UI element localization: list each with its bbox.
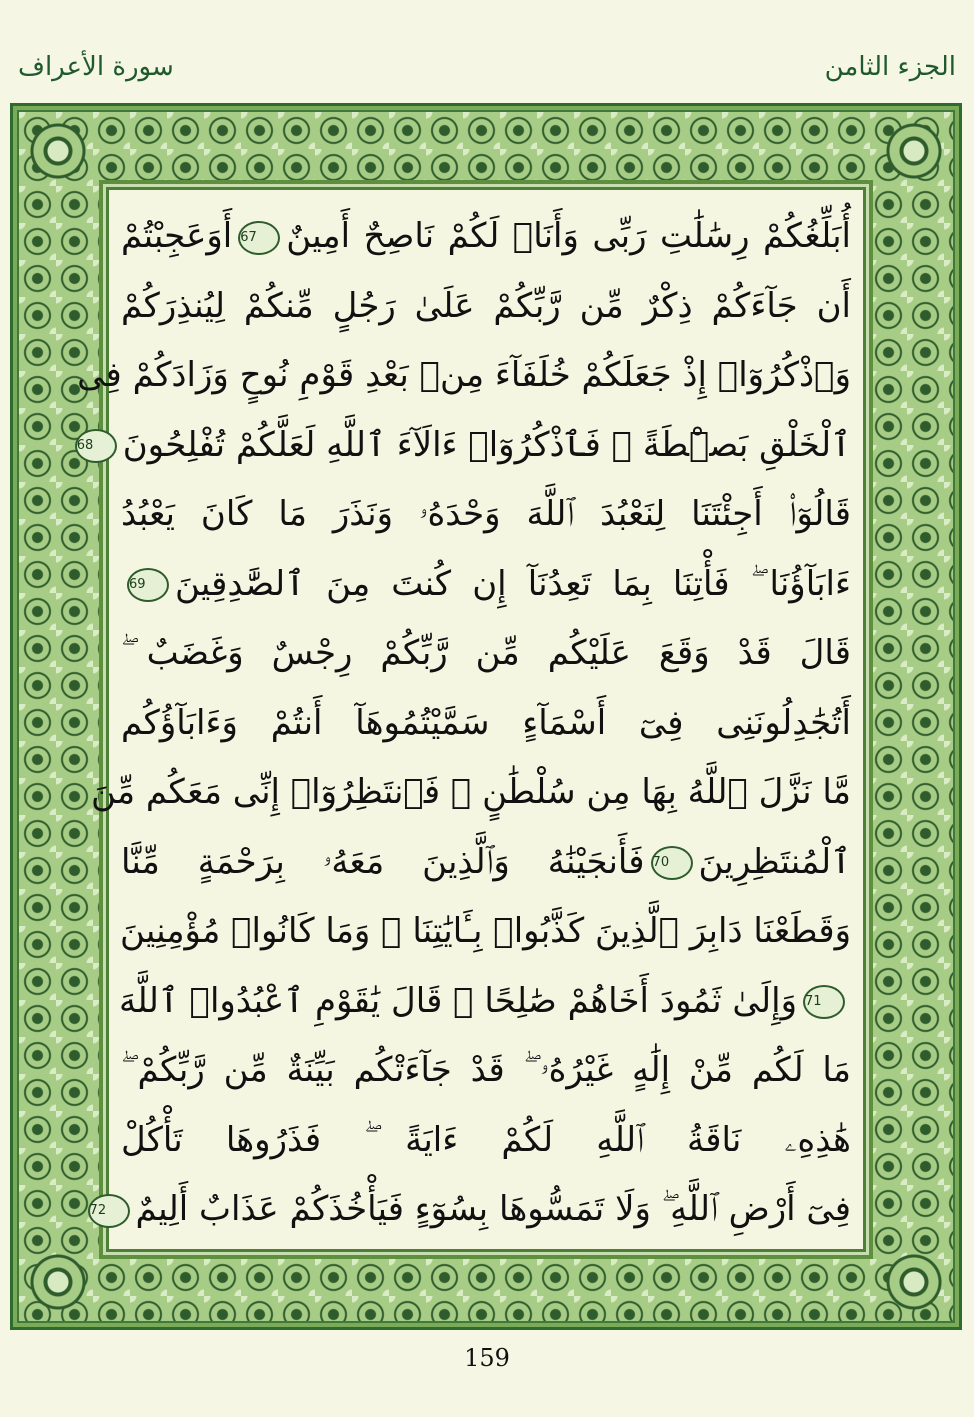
juz-title: الجزء الثامن xyxy=(824,52,956,82)
corner-ornament-icon xyxy=(21,1245,95,1319)
verse-line xyxy=(121,484,851,544)
verse-line xyxy=(121,276,851,336)
verse-line xyxy=(121,693,851,753)
page-number: 159 xyxy=(464,1344,510,1372)
verse-text: قَالَ قَدْ وَقَعَ عَلَيْكُم مِّن رَّبِّكُمْ رِجْسٌ وَغَضَبٌ ۖ xyxy=(121,633,851,673)
verse-line xyxy=(121,1040,851,1100)
verse-line xyxy=(121,901,851,961)
ornamental-frame xyxy=(10,103,962,1330)
verse-text: فِىٓ أَرْضِ ٱللَّهِ ۖ وَلَا تَمَسُّوهَا بِسُوٓءٍ فَيَأْخُذَكُمْ عَذَابٌ أَلِيمٌ xyxy=(135,1189,851,1229)
verse-text: وَإِلَىٰ ثَمُودَ أَخَاهُمْ صَٰلِحًا ۗ قَالَ يَٰقَوْمِ ٱعْبُدُوا۟ ٱللَّهَ xyxy=(118,980,797,1021)
verse-text: مَا لَكُم مِّنْ إِلَٰهٍ غَيْرُهُۥ ۖ قَدْ جَآءَتْكُم بَيِّنَةٌ مِّن رَّبِّكُمْ ۖ xyxy=(121,1050,851,1090)
verse-text: أُبَلِّغُكُمْ رِسَٰلَٰتِ رَبِّى وَأَنَا۠ لَكُمْ نَاصِحٌ أَمِينٌ xyxy=(286,216,851,256)
corner-ornament-icon xyxy=(21,114,95,188)
verse-text: ٱلْمُنتَظِرِينَ xyxy=(698,841,851,882)
verse-line xyxy=(121,554,851,614)
corner-ornament-icon xyxy=(877,114,951,188)
verse-line xyxy=(89,1179,851,1239)
corner-ornament-icon xyxy=(877,1245,951,1319)
text-panel xyxy=(76,180,873,1259)
verse-text: ءَابَآؤُنَا ۖ فَأْتِنَا بِمَا تَعِدُنَآ إِن كُنتَ مِنَ ٱلصَّٰدِقِينَ xyxy=(175,563,851,604)
verse-text: أَتُجَٰدِلُونَنِى فِىٓ أَسْمَآءٍ سَمَّيْتُمُوهَآ أَنتُمْ وَءَابَآؤُكُم xyxy=(121,702,851,743)
ayah-number-marker: 68 xyxy=(75,429,117,463)
surah-title: سورة الأعراف xyxy=(18,52,174,82)
verse-text: قَالُوٓا۟ أَجِئْتَنَا لِنَعْبُدَ ٱللَّهَ وَحْدَهُۥ وَنَذَرَ مَا كَانَ يَعْبُدُ xyxy=(121,494,851,534)
verse-line xyxy=(77,345,851,405)
verse-line xyxy=(121,623,851,683)
verse-line xyxy=(121,832,851,892)
verse-text: وَقَطَعْنَا دَابِرَ ٱلَّذِينَ كَذَّبُوا۟ بِـَٔايَٰتِنَا ۖ وَمَا كَانُوا۟ مُؤْمِنِينَ xyxy=(119,911,851,951)
ayah-number-marker: 71 xyxy=(803,985,845,1019)
ayah-number-marker: 70 xyxy=(651,846,693,880)
verse-line xyxy=(118,971,851,1031)
ayah-number-marker: 72 xyxy=(88,1194,130,1228)
verse-line xyxy=(91,762,851,822)
verse-lines xyxy=(76,206,851,1239)
verse-text: وَٱذْكُرُوٓا۟ إِذْ جَعَلَكُمْ خُلَفَآءَ مِنۢ بَعْدِ قَوْمِ نُوحٍ وَزَادَكُمْ فِى xyxy=(77,355,851,395)
ayah-number-marker: 67 xyxy=(238,221,280,255)
verse-text: هَٰذِهِۦ نَاقَةُ ٱللَّهِ لَكُمْ ءَايَةً ۖ فَذَرُوهَا تَأْكُلْ xyxy=(121,1119,851,1160)
verse-text: فَأَنجَيْنَٰهُ وَٱلَّذِينَ مَعَهُۥ بِرَحْمَةٍ مِّنَّا xyxy=(121,841,645,882)
verse-line xyxy=(121,1110,851,1170)
verse-line xyxy=(76,415,851,475)
verse-text: أَن جَآءَكُمْ ذِكْرٌ مِّن رَّبِّكُمْ عَلَىٰ رَجُلٍ مِّنكُمْ لِيُنذِرَكُمْ xyxy=(121,285,851,326)
verse-text: مَّا نَزَّلَ ٱللَّهُ بِهَا مِن سُلْطَٰنٍ ۚ فَٱنتَظِرُوٓا۟ إِنِّى مَعَكُم مِّنَ xyxy=(91,772,851,812)
verse-text: ٱلْخَلْقِ بَصْۜطَةً ۖ فَٱذْكُرُوٓا۟ ءَالَآءَ ٱللَّهِ لَعَلَّكُمْ تُفْلِحُونَ xyxy=(122,424,851,465)
ayah-number-marker: 69 xyxy=(127,568,169,602)
verse-line xyxy=(121,206,851,266)
verse-text: أَوَعَجِبْتُمْ xyxy=(121,216,233,256)
